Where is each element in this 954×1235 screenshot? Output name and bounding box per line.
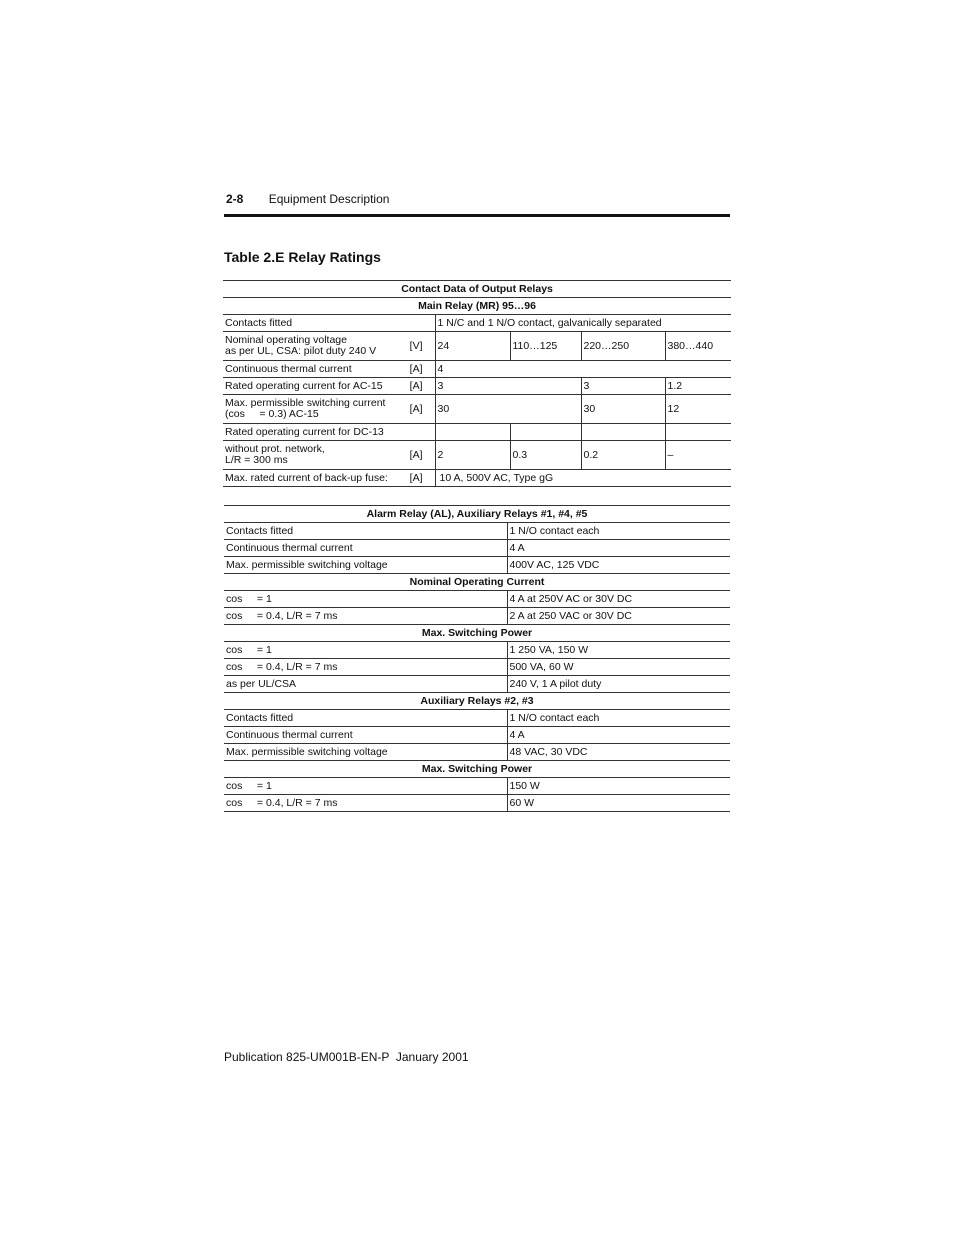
row-unit: [A] — [409, 471, 423, 484]
row-value: 12 — [665, 395, 731, 424]
table-row — [224, 778, 730, 795]
table-row — [224, 523, 730, 540]
section-title: Equipment Description — [268, 192, 390, 206]
row-label: Rated operating current for AC-15 — [225, 379, 383, 392]
header-rule — [224, 214, 730, 217]
table-title: Table 2.E Relay Ratings — [224, 249, 381, 265]
row-label: Max. permissible switching voltage — [226, 558, 388, 571]
row-value: 4 A — [507, 540, 730, 557]
row-value: 4 — [435, 361, 731, 378]
row-label: Continuous thermal current — [226, 728, 353, 741]
row-value: 60 W — [507, 795, 730, 812]
section-heading: Max. Switching Power — [421, 762, 533, 775]
table-row — [223, 424, 731, 441]
row-label: cos = 0.4, L/R = 7 ms — [226, 796, 338, 809]
row-value: 240 V, 1 A pilot duty — [507, 676, 730, 693]
row-value: – — [665, 441, 731, 470]
row-unit: [A] — [409, 379, 423, 392]
table-row — [223, 378, 731, 395]
publication-footer: Publication 825-UM001B-EN-P January 2001 — [224, 1050, 469, 1064]
row-unit: [V] — [409, 339, 423, 352]
section-heading-row — [224, 625, 730, 642]
page-header — [226, 192, 389, 206]
table-heading: Contact Data of Output Relays — [401, 282, 553, 295]
row-label: cos = 1 — [226, 643, 272, 656]
row-label: cos = 1 — [226, 779, 272, 792]
table-subheading-row — [223, 298, 731, 315]
table-row — [224, 744, 730, 761]
row-value: 500 VA, 60 W — [507, 659, 730, 676]
table-heading-row — [223, 281, 731, 298]
row-label: Continuous thermal current — [225, 362, 352, 375]
row-value: 400V AC, 125 VDC — [507, 557, 730, 574]
row-value: 2 — [435, 441, 510, 470]
table-row — [224, 540, 730, 557]
main-relay-table — [223, 280, 731, 487]
row-label: Max. permissible switching current (cos = 0.3) AC-15 — [225, 397, 386, 420]
row-label: Contacts fitted — [225, 316, 293, 329]
table-row — [224, 795, 730, 812]
section-heading-row — [224, 506, 730, 523]
table-row — [224, 557, 730, 574]
page-number: 2-8 — [226, 192, 244, 206]
row-label: as per UL/CSA — [226, 677, 297, 690]
row-value: 0.2 — [581, 441, 665, 470]
table-subheading: Main Relay (MR) 95…96 — [418, 299, 536, 312]
section-heading-row — [224, 574, 730, 591]
row-unit: [A] — [409, 448, 423, 461]
table-row — [223, 395, 731, 424]
table-row — [223, 470, 731, 487]
table-row — [224, 659, 730, 676]
table-row — [224, 727, 730, 744]
row-label: cos = 0.4, L/R = 7 ms — [226, 609, 338, 622]
table-row — [224, 642, 730, 659]
row-value: 1 N/C and 1 N/O contact, galvanically separated — [435, 315, 731, 332]
row-value: 10 A, 500V AC, Type gG — [435, 470, 731, 487]
row-value: 30 — [581, 395, 665, 424]
row-value: 1 N/O contact each — [507, 523, 730, 540]
row-label: without prot. network, L/R = 300 ms — [225, 443, 325, 466]
row-value: 150 W — [507, 778, 730, 795]
row-value: 220…250 — [581, 332, 665, 361]
section-heading-row — [224, 693, 730, 710]
row-value: 110…125 — [510, 332, 581, 361]
section-heading: Auxiliary Relays #2, #3 — [420, 694, 534, 707]
table-row — [224, 608, 730, 625]
row-label: Contacts fitted — [226, 524, 294, 537]
row-label: cos = 0.4, L/R = 7 ms — [226, 660, 338, 673]
row-value: 30 — [435, 395, 581, 424]
row-label: Contacts fitted — [226, 711, 294, 724]
row-label: cos = 1 — [226, 592, 272, 605]
section-heading: Alarm Relay (AL), Auxiliary Relays #1, #4, #5 — [366, 507, 588, 520]
row-value: 2 A at 250 VAC or 30V DC — [507, 608, 730, 625]
row-label: Rated operating current for DC-13 — [225, 425, 384, 438]
row-unit: [A] — [409, 402, 423, 415]
row-value: 24 — [435, 332, 510, 361]
row-value: 0.3 — [510, 441, 581, 470]
row-value: 4 A at 250V AC or 30V DC — [507, 591, 730, 608]
row-value: 1.2 — [665, 378, 731, 395]
row-label: Nominal operating voltage as per UL, CSA: pilot duty 240 V — [225, 334, 377, 357]
table-row — [223, 315, 731, 332]
row-value: 1 250 VA, 150 W — [507, 642, 730, 659]
row-value: 380…440 — [665, 332, 731, 361]
section-heading: Nominal Operating Current — [409, 575, 545, 588]
row-label: Max. permissible switching voltage — [226, 745, 388, 758]
table-row — [224, 710, 730, 727]
auxiliary-relay-table — [224, 505, 730, 812]
table-row — [224, 591, 730, 608]
section-heading: Max. Switching Power — [421, 626, 533, 639]
row-label: Max. rated current of back-up fuse: — [225, 471, 388, 484]
table-row — [223, 332, 731, 361]
row-value: 3 — [581, 378, 665, 395]
section-heading-row — [224, 761, 730, 778]
row-value: 3 — [435, 378, 581, 395]
row-label: Continuous thermal current — [226, 541, 353, 554]
table-row — [224, 676, 730, 693]
table-row — [223, 441, 731, 470]
table-row — [223, 361, 731, 378]
row-value: 1 N/O contact each — [507, 710, 730, 727]
row-unit: [A] — [409, 362, 423, 375]
row-value: 48 VAC, 30 VDC — [507, 744, 730, 761]
row-value: 4 A — [507, 727, 730, 744]
